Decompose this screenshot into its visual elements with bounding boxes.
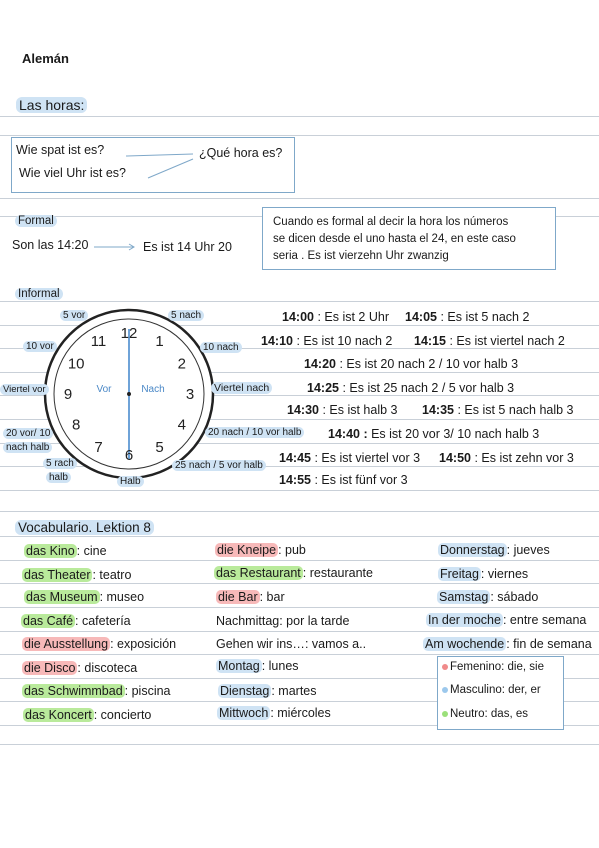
time-entry: 14:50 : Es ist zehn vor 3 [439, 451, 574, 465]
label-halb: Halb [117, 476, 144, 487]
label-viertel-vor: Viertel vor [0, 384, 49, 395]
vocab-item: das Koncert : concierto [25, 708, 152, 722]
label-5-nach-halb-line-2: halb [46, 472, 71, 483]
time-entry: 14:05 : Es ist 5 nach 2 [405, 310, 530, 324]
section-heading-informal: Informal [15, 288, 63, 300]
time-entry: 14:55 : Es ist fünf vor 3 [279, 473, 408, 487]
clock-number: 8 [72, 416, 81, 434]
clock-number: 4 [177, 416, 186, 434]
label-20-vor-line-1: 20 vor/ 10 [3, 428, 53, 439]
legend-item-neutro: Neutro: das, es [442, 708, 528, 720]
time-entry: 14:45 : Es ist viertel vor 3 [279, 451, 421, 465]
vocab-item: das Restaurant : restaurante [216, 566, 373, 580]
label-5-nach-halb-line-1: 5 rach [43, 458, 77, 469]
vocab-item: die Ausstellung : exposición [24, 637, 177, 651]
time-entry: 14:40 : Es ist 20 vor 3/ 10 nach halb 3 [328, 427, 540, 441]
vocab-item: das Museum : museo [26, 590, 145, 604]
label-20-vor-line-2: nach halb [3, 442, 52, 453]
legend-item-femenino: Femenino: die, sie [442, 661, 544, 673]
vocab-item: Mittwoch : miércoles [219, 706, 331, 720]
label-5-nach: 5 nach [168, 310, 204, 321]
time-entry: 14:25 : Es ist 25 nach 2 / 5 vor halb 3 [307, 381, 515, 395]
vocab-item: die Disco : discoteca [24, 661, 138, 675]
clock-number: 6 [124, 447, 134, 464]
label-10-vor: 10 vor [23, 341, 57, 352]
vocab-item: das Theater : teatro [24, 568, 132, 582]
vocab-item: das Kino : cine [26, 544, 107, 558]
vocab-item: Donnerstag : jueves [440, 543, 550, 557]
vocab-item: Gehen wir ins…: vamos a.. [216, 637, 367, 651]
clock-number: 11 [90, 333, 107, 351]
vocab-item: das Café : cafetería [23, 614, 131, 628]
label-25-nach: 25 nach / 5 vor halb [172, 460, 266, 471]
section-heading-vocab: Vocabulario. Lektion 8 [15, 520, 154, 535]
legend-dot-femenino [442, 664, 448, 670]
vocab-item: Am wochende : fin de semana [425, 637, 592, 651]
label-20-nach: 20 nach / 10 vor halb [205, 427, 304, 438]
vocab-item: Freitag : viernes [440, 567, 529, 581]
section-heading-formal: Formal [15, 215, 57, 227]
clock-number: 12 [120, 325, 138, 342]
vocab-item: Nachmittag: por la tarde [216, 614, 350, 628]
time-entry: 14:00 : Es ist 2 Uhr [282, 310, 390, 324]
formal-note-line-3: seria . Es ist vierzehn Uhr zwanzig [273, 250, 449, 262]
clock-number: 10 [67, 355, 85, 373]
formal-german: Es ist 14 Uhr 20 [143, 240, 232, 254]
label-5-vor: 5 vor [60, 310, 88, 321]
clock-center [127, 392, 131, 396]
vocab-item: das Schwimmbad : piscina [24, 684, 171, 698]
legend-dot-masculino [442, 687, 448, 693]
clock-number: 5 [155, 438, 164, 456]
label-viertel-nach: Viertel nach [211, 382, 272, 394]
clock-number: 9 [63, 386, 73, 403]
question-2: Wie viel Uhr ist es? [19, 166, 126, 180]
vocab-item: Samstag : sábado [439, 590, 539, 604]
clock-number: 1 [155, 333, 164, 351]
label-10-nach: 10 nach [200, 342, 242, 353]
vocab-item: die Bar : bar [218, 590, 285, 604]
clock-number: 2 [177, 355, 186, 373]
clock-nach-label: Nach [141, 384, 165, 395]
question-answer: ¿Qué hora es? [199, 146, 283, 160]
section-heading-las-horas: Las horas: [16, 97, 87, 113]
clock-number: 7 [94, 438, 103, 456]
formal-note-line-2: se dicen desde el uno hasta el 24, en este caso [273, 233, 516, 245]
time-entry: 14:15 : Es ist viertel nach 2 [414, 334, 565, 348]
vocab-item: die Kneipe : pub [217, 543, 306, 557]
page-title: Alemán [22, 51, 69, 66]
legend-dot-neutro [442, 711, 448, 717]
question-1: Wie spat ist es? [16, 143, 105, 157]
clock-number: 3 [185, 386, 195, 403]
vocab-item: Montag : lunes [218, 659, 299, 673]
time-entry: 14:30 : Es ist halb 3 [287, 403, 398, 417]
time-entry: 14:20 : Es ist 20 nach 2 / 10 vor halb 3 [304, 357, 519, 371]
legend-item-masculino: Masculino: der, er [442, 684, 541, 696]
vocab-item: In der moche : entre semana [428, 613, 587, 627]
vocab-item: Dienstag : martes [220, 684, 317, 698]
time-entry: 14:10 : Es ist 10 nach 2 [261, 334, 393, 348]
clock-vor-label: Vor [96, 384, 112, 395]
time-entry: 14:35 : Es ist 5 nach halb 3 [422, 403, 574, 417]
formal-note-line-1: Cuando es formal al decir la hora los números [273, 216, 509, 228]
formal-spanish: Son las 14:20 [12, 238, 89, 252]
